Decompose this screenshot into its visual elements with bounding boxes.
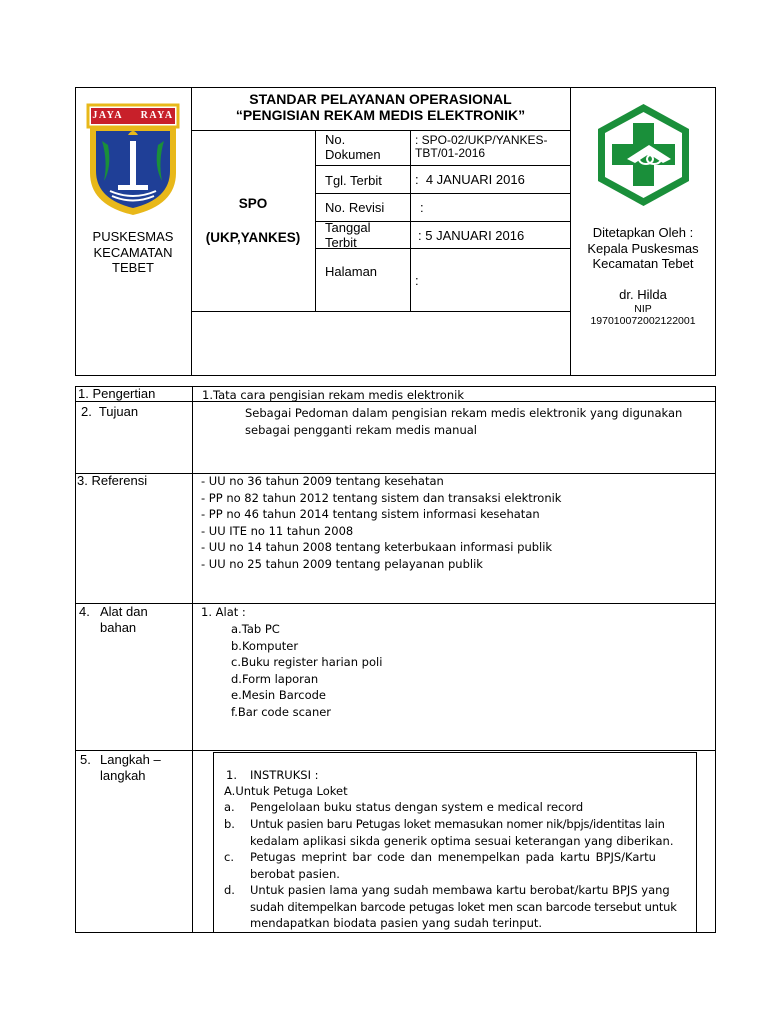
- list-item: - UU no 25 tahun 2009 tentang pelayanan publik: [201, 556, 483, 571]
- list-item: - UU no 36 tahun 2009 tentang kesehatan: [201, 474, 444, 488]
- nip-number: 197010072002122001: [590, 315, 696, 327]
- spo-label: SPO: [238, 196, 268, 211]
- logo-banner-text: JAYA RAYA: [92, 110, 174, 121]
- field-label-tanggal-terbit: Tanggal Terbit: [325, 220, 371, 250]
- step-line: mendapatkan biodata pasien yang sudah terinput.: [250, 916, 543, 930]
- step-text: [250, 882, 688, 932]
- step-marker: c.: [224, 850, 234, 864]
- step-marker: a.: [224, 800, 235, 814]
- approval-line: Kecamatan Tebet: [592, 256, 694, 271]
- step-text: [250, 816, 688, 849]
- step-line: Petugas meprint bar code dan menempelkan pada kartu BPJS/Kartu: [250, 850, 656, 864]
- field-label-no-revisi: No. Revisi: [325, 200, 385, 215]
- org-name: [75, 229, 191, 276]
- tujuan-line: sebagai pengganti rekam medis manual: [245, 422, 477, 437]
- divider: [191, 130, 570, 131]
- alat-label-line: Alat dan: [100, 604, 148, 619]
- langkah-label-line: Langkah –: [100, 752, 161, 767]
- field-value-tanggal-terbit: : 5 JANUARI 2016: [418, 228, 525, 243]
- step-text: [250, 799, 688, 816]
- list-item: b.Komputer: [231, 638, 299, 653]
- divider: [75, 750, 716, 751]
- alat-label-line: bahan: [100, 619, 137, 635]
- field-value-tgl-terbit: : 4 JANUARI 2016: [415, 172, 525, 187]
- divider: [315, 165, 570, 166]
- step-line: sudah ditempelkan barcode petugas loket men scan barcode tersebut untuk: [250, 899, 677, 914]
- list-item: - PP no 46 tahun 2014 tentang sistem informasi kesehatan: [201, 507, 540, 521]
- field-value-no-dokumen: : SPO-02/UKP/YANKES- TBT/01-2016: [415, 133, 548, 160]
- pengertian-text: 1.Tata cara pengisian rekam medis elektronik: [202, 388, 464, 402]
- approval-line: Ditetapkan Oleh :: [592, 225, 694, 240]
- list-item: f.Bar code scaner: [231, 704, 332, 719]
- referensi-list: [201, 473, 561, 572]
- approval-block: [570, 225, 716, 272]
- list-item: - UU ITE no 11 tahun 2008: [201, 523, 354, 538]
- org-name-line: TEBET: [112, 260, 154, 275]
- field-label-no-dokumen: No. Dokumen: [325, 132, 381, 162]
- org-name-line: PUSKESMAS: [92, 229, 174, 244]
- row-number-langkah: 5.: [80, 752, 91, 767]
- list-item: e.Mesin Barcode: [231, 688, 327, 702]
- nip-label: NIP: [634, 303, 652, 315]
- divider: [191, 311, 570, 312]
- field-label-tgl-terbit: Tgl. Terbit: [325, 173, 382, 188]
- step-text: [250, 849, 688, 882]
- list-item: d.Form laporan: [231, 671, 319, 686]
- list-item: - UU no 14 tahun 2008 tentang keterbukaan informasi publik: [201, 540, 553, 554]
- tujuan-text: [245, 405, 682, 438]
- field-value-no-revisi: :: [420, 200, 424, 215]
- divider: [315, 193, 570, 194]
- row-label-alat: [100, 604, 148, 635]
- alat-heading: 1. Alat :: [201, 605, 246, 619]
- field-value-halaman: :: [415, 273, 419, 288]
- list-item: c.Buku register harian poli: [231, 655, 383, 669]
- org-name-line: KECAMATAN: [93, 244, 173, 260]
- list-item: - PP no 82 tahun 2012 tentang sistem dan transaksi elektronik: [201, 490, 562, 505]
- divider: [75, 603, 716, 604]
- step-marker: d.: [224, 883, 235, 897]
- divider: [192, 386, 193, 933]
- step-line: Untuk pasien lama yang sudah membawa kartu berobat/kartu BPJS yang: [250, 883, 670, 897]
- document-title: [191, 92, 570, 123]
- field-label-halaman: Halaman: [325, 264, 378, 279]
- step-line: Untuk pasien baru Petugas loket memasukan nomer nik/bpjs/identitas lain: [250, 817, 665, 831]
- approver-name: dr. Hilda: [619, 287, 667, 302]
- step-marker: b.: [224, 817, 235, 831]
- step-line: Pengelolaan buku status dengan system e medical record: [250, 800, 584, 814]
- list-item: a.Tab PC: [231, 622, 280, 636]
- approval-line: Kepala Puskesmas: [587, 240, 699, 256]
- unit-label: (UKP,YANKES): [205, 230, 301, 245]
- instruksi-heading: INSTRUKSI :: [250, 768, 319, 782]
- row-label-langkah: [100, 752, 161, 783]
- instruksi-number: 1.: [226, 768, 237, 782]
- alat-list: [231, 621, 382, 720]
- title-line: “PENGISIAN REKAM MEDIS ELEKTRONIK”: [235, 106, 526, 123]
- step-line: berobat pasien.: [250, 866, 340, 881]
- puskesmas-logo: [591, 101, 696, 209]
- langkah-label-line: langkah: [100, 767, 146, 783]
- health-cross-icon: [591, 101, 696, 209]
- langkah-subheading: A.Untuk Petuga Loket: [224, 784, 348, 798]
- title-line: STANDAR PELAYANAN OPERASIONAL: [249, 91, 512, 107]
- step-line: kedalam aplikasi sikda generik optima sesuai keterangan yang diberikan.: [250, 833, 674, 848]
- row-label-referensi: 3. Referensi: [77, 473, 148, 488]
- jaya-raya-logo: [82, 101, 184, 217]
- row-label-tujuan: 2. Tujuan: [81, 404, 139, 419]
- tujuan-line: Sebagai Pedoman dalam pengisian rekam medis elektronik yang digunakan: [245, 406, 683, 420]
- row-label-pengertian: 1. Pengertian: [78, 386, 156, 401]
- row-number-alat: 4.: [79, 604, 90, 619]
